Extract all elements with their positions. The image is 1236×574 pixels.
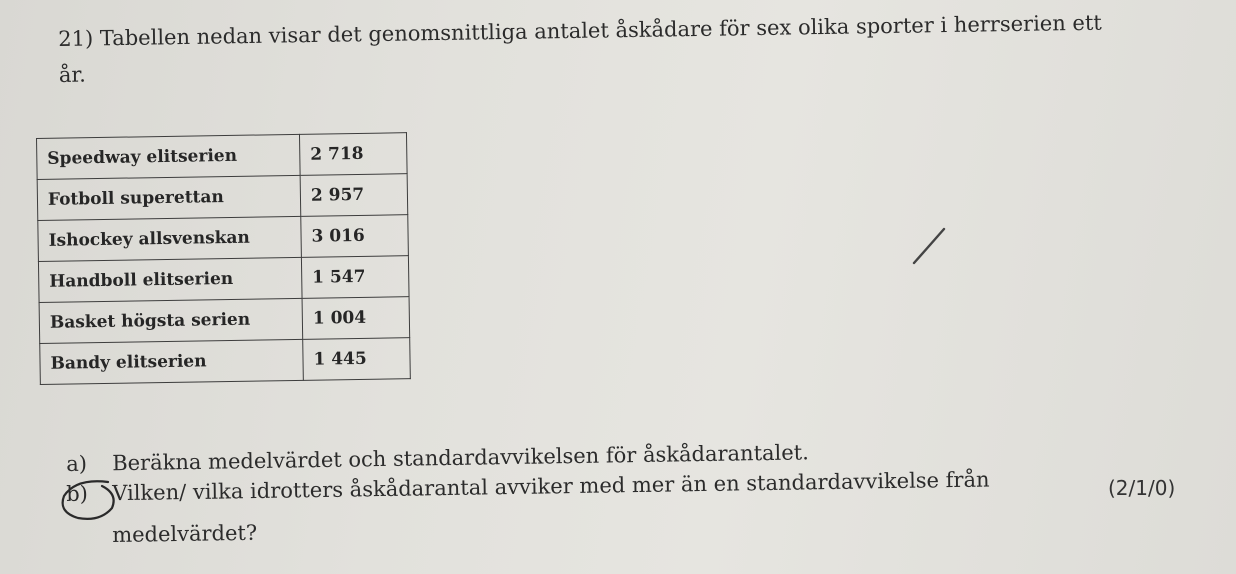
pencil-stroke-mark (910, 225, 950, 267)
intro-line-1: 21) Tabellen nedan visar det genomsnittliga antalet åskådare för sex olika sporter i herrserien ett (58, 10, 1102, 51)
question-b-continuation: medelvärdet? (112, 520, 258, 547)
sport-name-cell: Basket högsta serien (39, 298, 303, 343)
sport-name-cell: Fotboll superettan (37, 175, 301, 220)
sport-name-cell: Ishockey allsvenskan (38, 216, 302, 261)
points-label: (2/1/0) (1108, 476, 1176, 500)
spectator-value-cell: 1 547 (301, 256, 409, 299)
intro-line-2: år. (58, 62, 86, 87)
table-row (38, 256, 409, 303)
spectator-value-cell: 2 957 (300, 174, 408, 217)
question-intro (58, 4, 1199, 92)
table-row (37, 133, 408, 180)
question-b-text: Vilken/ vilka idrotters åskådarantal avviker med mer än en standardavvikelse från (112, 467, 990, 506)
handwritten-circle-mark (56, 478, 120, 522)
question-a-label: a) (66, 451, 88, 476)
table-row (39, 297, 410, 344)
table-row (38, 215, 409, 262)
spectator-value-cell: 1 004 (302, 297, 410, 340)
table-row (37, 174, 408, 221)
spectator-table (36, 132, 411, 385)
sport-name-cell: Handboll elitserien (38, 257, 302, 302)
spectator-value-cell: 3 016 (301, 215, 409, 258)
spectator-value-cell: 2 718 (299, 133, 407, 176)
question-a-text: Beräkna medelvärdet och standardavvikelsen för åskådarantalet. (112, 440, 810, 476)
spectator-value-cell: 1 445 (303, 338, 411, 381)
sport-name-cell: Bandy elitserien (40, 339, 304, 384)
table-row (40, 338, 411, 385)
question-b-label: b) (66, 481, 89, 506)
sport-name-cell: Speedway elitserien (37, 134, 301, 179)
